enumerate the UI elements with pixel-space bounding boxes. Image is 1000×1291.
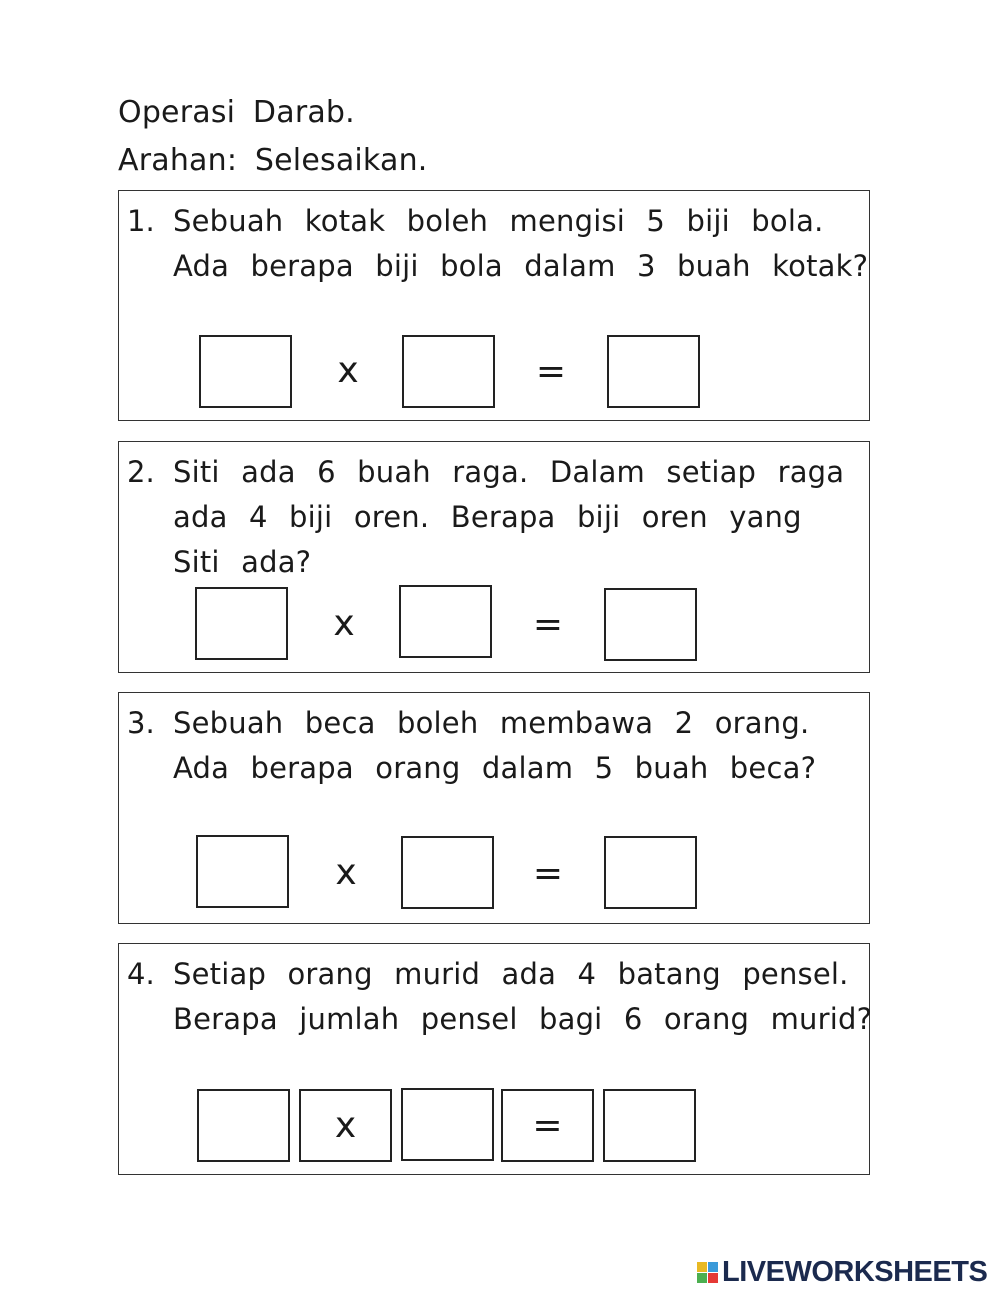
times-symbol: x xyxy=(335,852,357,893)
multiplicand-answer-box[interactable] xyxy=(196,835,289,908)
product-answer-box[interactable] xyxy=(603,1089,696,1162)
times-symbol: x xyxy=(334,1105,357,1146)
worksheet-title: Operasi Darab. xyxy=(118,95,355,130)
multiplier-answer-box[interactable] xyxy=(401,1088,494,1161)
multiplier-answer-box[interactable] xyxy=(401,836,494,909)
times-symbol: x xyxy=(333,603,355,644)
question-line: Ada berapa biji bola dalam 3 buah kotak? xyxy=(173,249,869,283)
times-symbol-box xyxy=(299,1089,392,1162)
logo-square-icon xyxy=(697,1262,707,1272)
equals-symbol: = xyxy=(532,604,564,645)
question-text xyxy=(173,450,863,585)
liveworksheets-logo xyxy=(697,1256,987,1289)
question-number: 4. xyxy=(127,957,155,991)
logo-square-icon xyxy=(708,1273,718,1283)
question-line: Siti ada 6 buah raga. Dalam setiap raga xyxy=(173,455,845,489)
question-line: Sebuah beca boleh membawa 2 orang. xyxy=(173,706,810,740)
multiplier-answer-box[interactable] xyxy=(402,335,495,408)
question-text xyxy=(173,199,869,289)
logo-text: LIVEWORKSHEETS xyxy=(722,1256,988,1288)
logo-square-icon xyxy=(697,1273,707,1283)
multiplicand-answer-box[interactable] xyxy=(199,335,292,408)
question-box-1 xyxy=(118,190,870,421)
question-text xyxy=(173,952,873,1042)
question-text xyxy=(173,701,863,791)
question-line: Berapa jumlah pensel bagi 6 orang murid? xyxy=(173,1002,873,1036)
logo-grid-icon xyxy=(697,1262,718,1283)
product-answer-box[interactable] xyxy=(604,588,697,661)
equals-symbol-box xyxy=(501,1089,594,1162)
multiplicand-answer-box[interactable] xyxy=(197,1089,290,1162)
logo-square-icon xyxy=(708,1262,718,1272)
question-number: 2. xyxy=(127,455,155,489)
equals-symbol: = xyxy=(532,1105,563,1146)
multiplier-answer-box[interactable] xyxy=(399,585,492,658)
equals-symbol: = xyxy=(535,351,567,392)
question-line: Sebuah kotak boleh mengisi 5 biji bola. xyxy=(173,204,824,238)
question-number: 3. xyxy=(127,706,155,740)
times-symbol: x xyxy=(337,350,359,391)
worksheet-instruction: Arahan: Selesaikan. xyxy=(118,143,428,178)
question-line: Setiap orang murid ada 4 batang pensel. xyxy=(173,957,849,991)
question-number: 1. xyxy=(127,204,155,238)
product-answer-box[interactable] xyxy=(607,335,700,408)
question-line: Siti ada? xyxy=(173,545,312,579)
multiplicand-answer-box[interactable] xyxy=(195,587,288,660)
question-box-4 xyxy=(118,943,873,1175)
question-line: Ada berapa orang dalam 5 buah beca? xyxy=(173,751,817,785)
equals-symbol: = xyxy=(532,853,564,894)
product-answer-box[interactable] xyxy=(604,836,697,909)
question-box-2 xyxy=(118,441,870,673)
question-line: ada 4 biji oren. Berapa biji oren yang xyxy=(173,500,802,534)
question-box-3 xyxy=(118,692,870,924)
